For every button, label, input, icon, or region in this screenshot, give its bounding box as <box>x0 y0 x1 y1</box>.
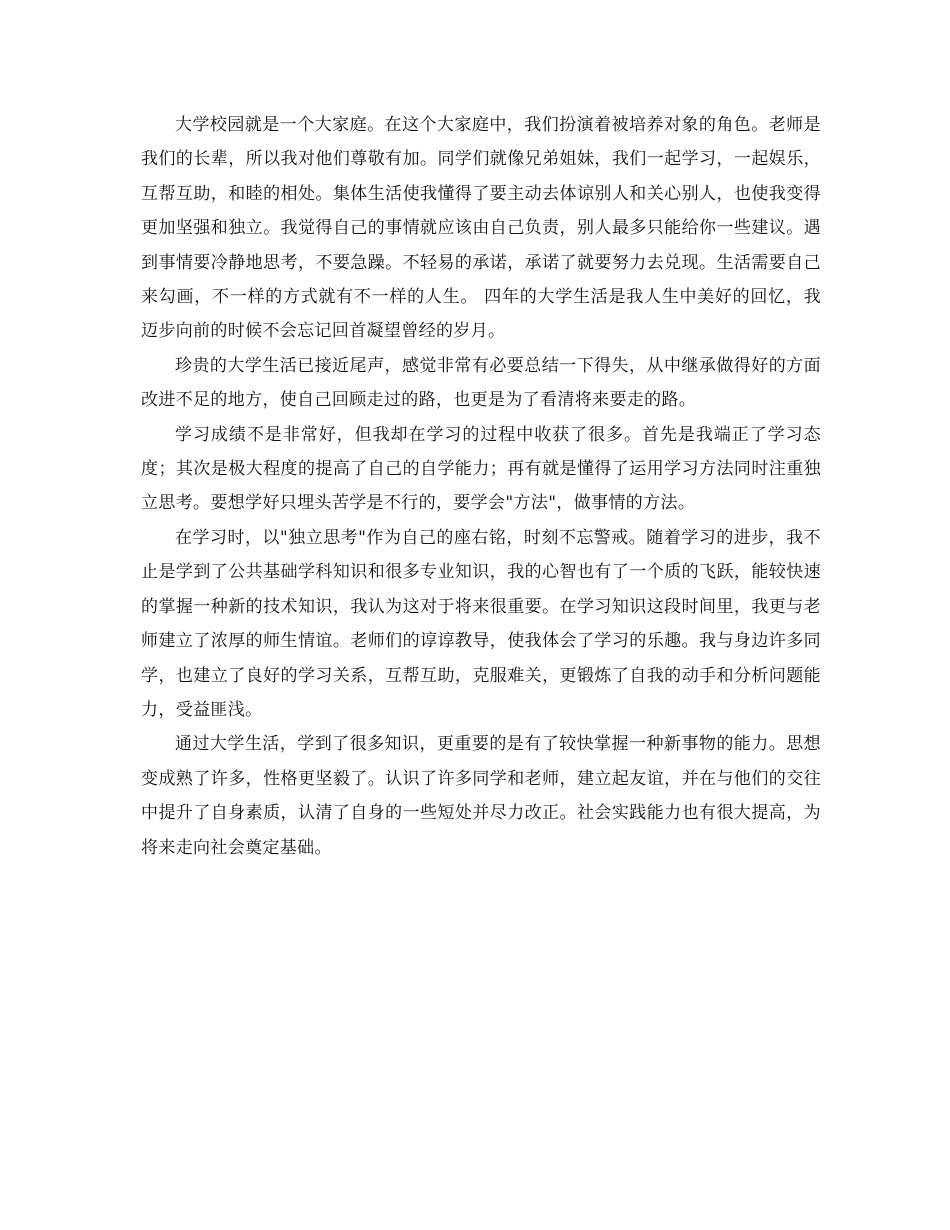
paragraph-study-attitude: 学习成绩不是非常好，但我却在学习的过程中收获了很多。首先是我端正了学习态度；其次是极大程度的提高了自己的自学能力；再有就是懂得了运用学习方法同时注重独立思考。要想学好只埋头苦学是不行的，要学会"方法"，做事情的方法。 <box>141 424 821 514</box>
paragraph-summary-intro: 珍贵的大学生活已接近尾声，感觉非常有必要总结一下得失，从中继承做得好的方面改进不足的地方，使自己回顾走过的路，也更是为了看清将来要走的路。 <box>141 355 821 411</box>
paragraph-university-gains: 通过大学生活，学到了很多知识，更重要的是有了较快掌握一种新事物的能力。思想变成熟了许多，性格更坚毅了。认识了许多同学和老师，建立起友谊，并在与他们的交往中提升了自身素质，认清了自身的一些短处并尽力改正。社会实践能力也有很大提高，为将来走向社会奠定基础。 <box>141 734 821 858</box>
paragraph-campus-family: 大学校园就是一个大家庭。在这个大家庭中，我们扮演着被培养对象的角色。老师是我们的长辈，所以我对他们尊敬有加。同学们就像兄弟姐妹，我们一起学习，一起娱乐，互帮互助，和睦的相处。集体生活使我懂得了要主动去体谅别人和关心别人，也使我变得更加坚强和独立。我觉得自己的事情就应该由自己负责，别人最多只能给你一些建议。遇到事情要冷静地思考，不要急躁。不轻易的承诺，承诺了就要努力去兑现。生活需要自己来勾画，不一样的方式就有不一样的人生。 四年的大学生活是我人生中美好的回忆，我迈步向前的时候不会忘记回首凝望曾经的岁月。 <box>141 115 821 342</box>
paragraph-independent-thinking: 在学习时，以"独立思考"作为自己的座右铭，时刻不忘警戒。随着学习的进步，我不止是学到了公共基础学科知识和很多专业知识，我的心智也有了一个质的飞跃，能较快速的掌握一种新的技术知识，我认为这对于将来很重要。在学习知识这段时间里，我更与老师建立了浓厚的师生情谊。老师们的谆谆教导，使我体会了学习的乐趣。我与身边许多同学，也建立了良好的学习关系，互帮互助，克服难关，更锻炼了自我的动手和分析问题能力，受益匪浅。 <box>141 527 821 720</box>
document-body <box>141 108 821 865</box>
